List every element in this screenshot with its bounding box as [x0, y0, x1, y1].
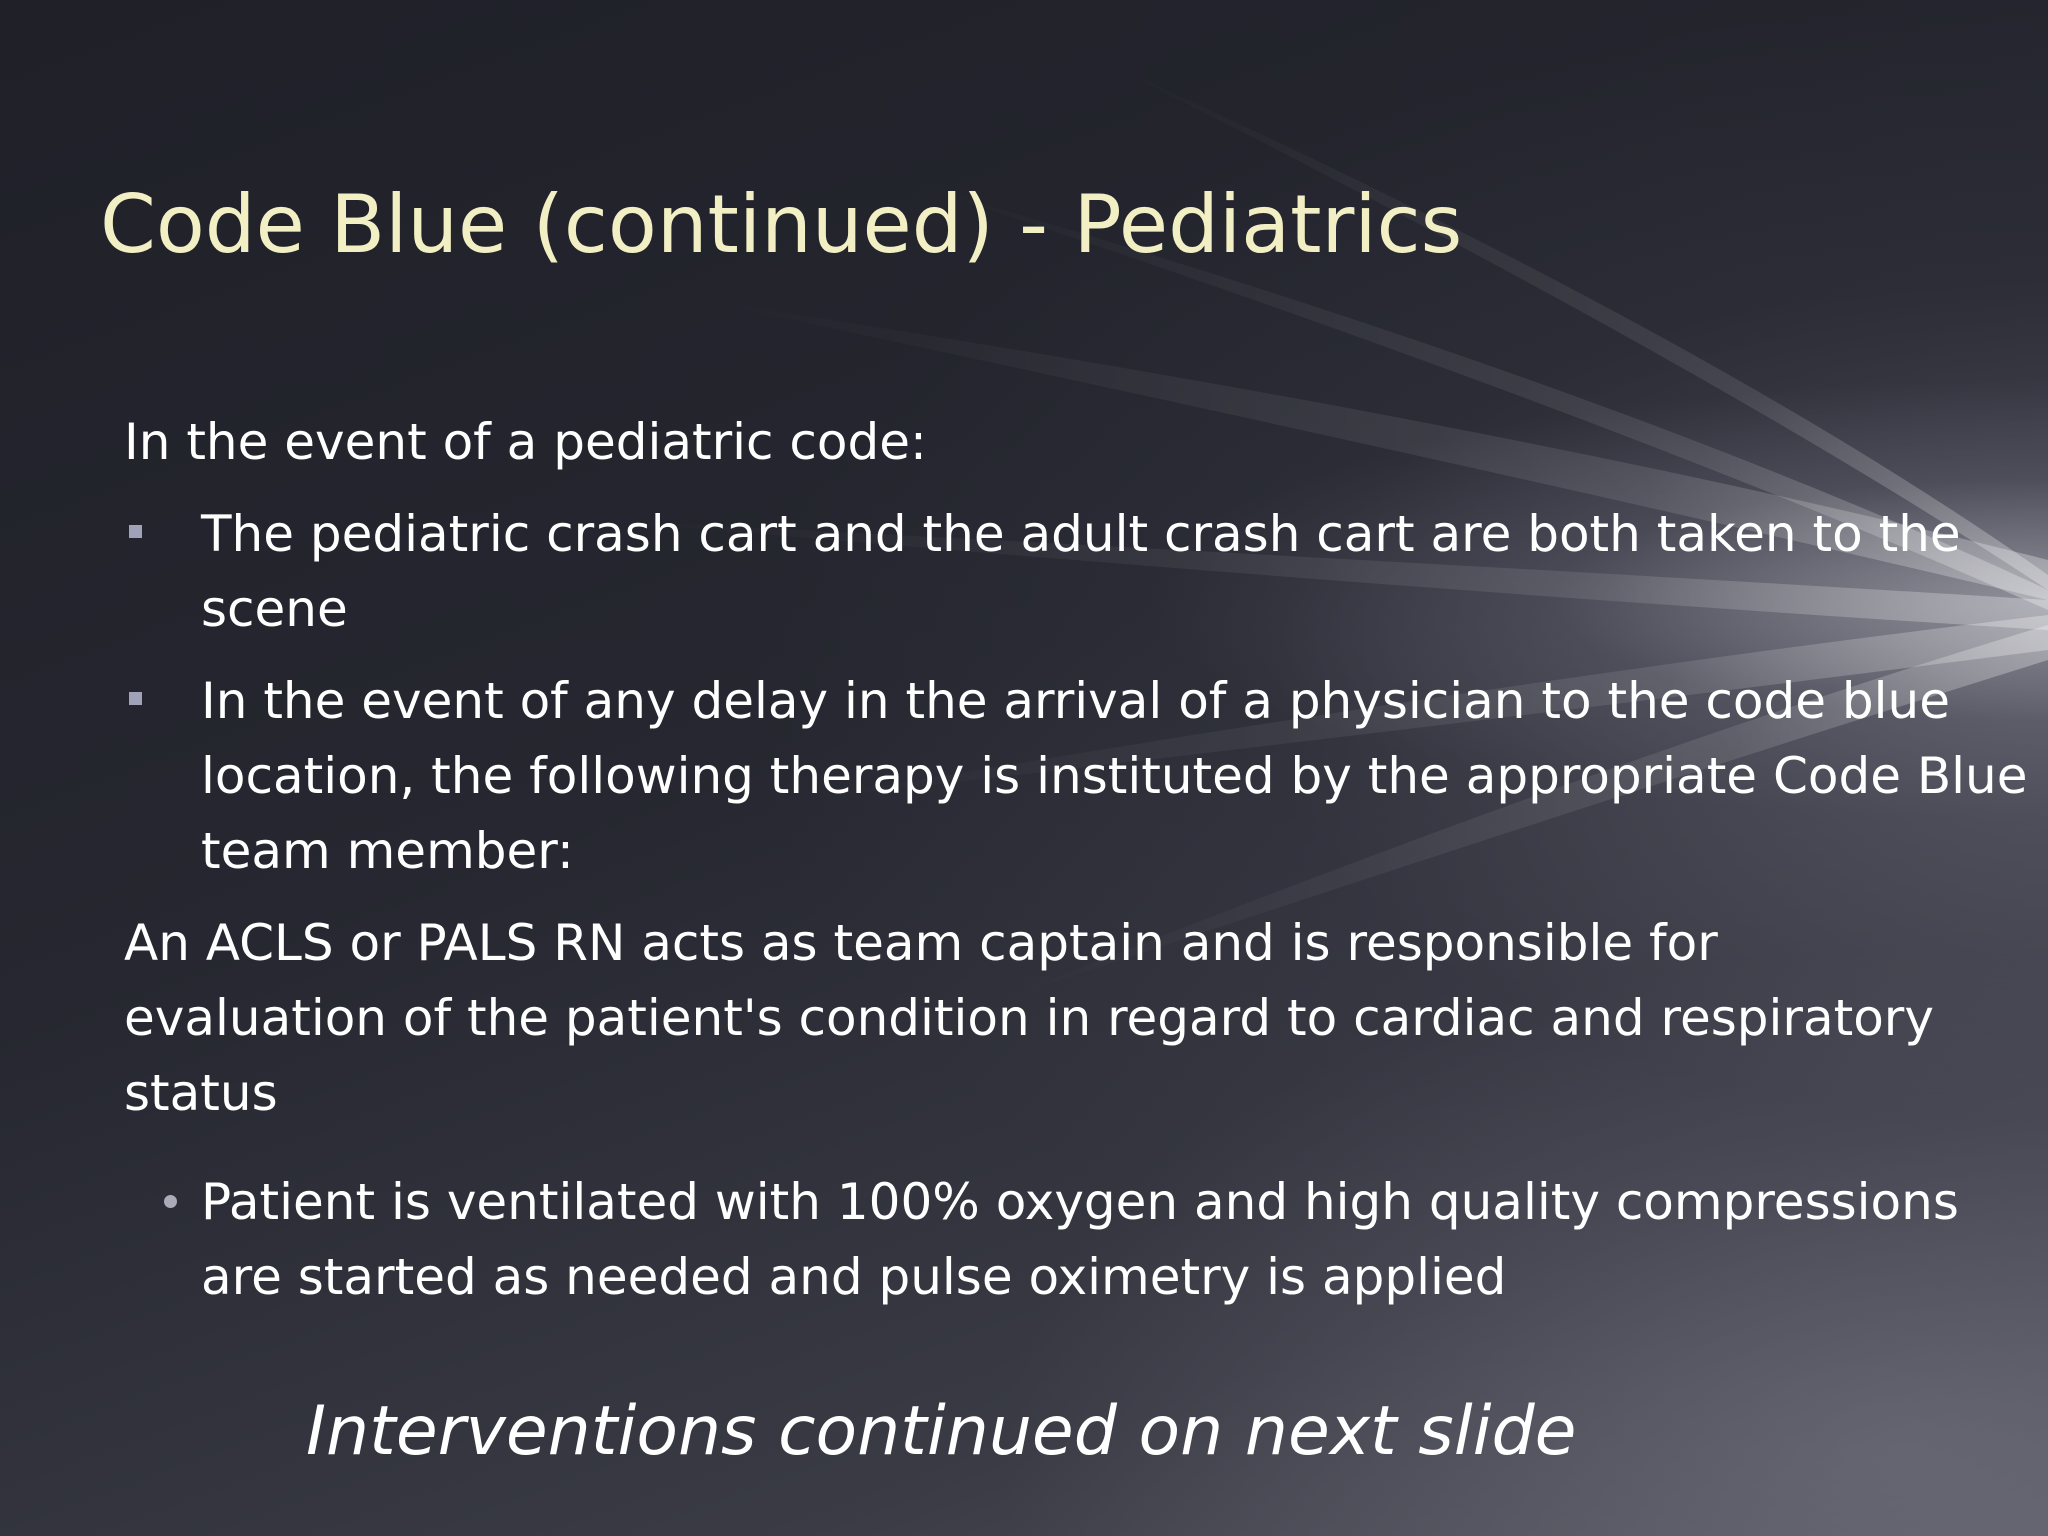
bullet-text: In the event of any delay in the arrival of a physician to the code blue location, the following therapy is instituted by the appropriate Code Blue team member:: [201, 672, 2028, 880]
square-bullet-icon: [129, 692, 142, 705]
sub-bullet-text: Patient is ventilated with 100% oxygen and high quality compressions are started as needed and pulse oximetry is applied: [201, 1173, 1959, 1306]
square-bullet-icon: [129, 525, 142, 538]
sub-bullet-item: [124, 1165, 1991, 1315]
bullet-text: The pediatric crash cart and the adult crash cart are both taken to the scene: [201, 505, 1961, 638]
bullet-item: [124, 664, 2048, 889]
continued-note: Interventions continued on next slide: [306, 1392, 1577, 1471]
captain-paragraph: An ACLS or PALS RN acts as team captain and is responsible for evaluation of the patient's condition in regard to cardiac and respiratory status: [124, 914, 1934, 1122]
slide-body: [124, 405, 2028, 1315]
round-bullet-icon: [164, 1195, 177, 1208]
slide-title: Code Blue (continued) - Pediatrics: [100, 178, 1463, 271]
intro-text: In the event of a pediatric code:: [124, 413, 927, 471]
bullet-item: [124, 497, 2048, 647]
